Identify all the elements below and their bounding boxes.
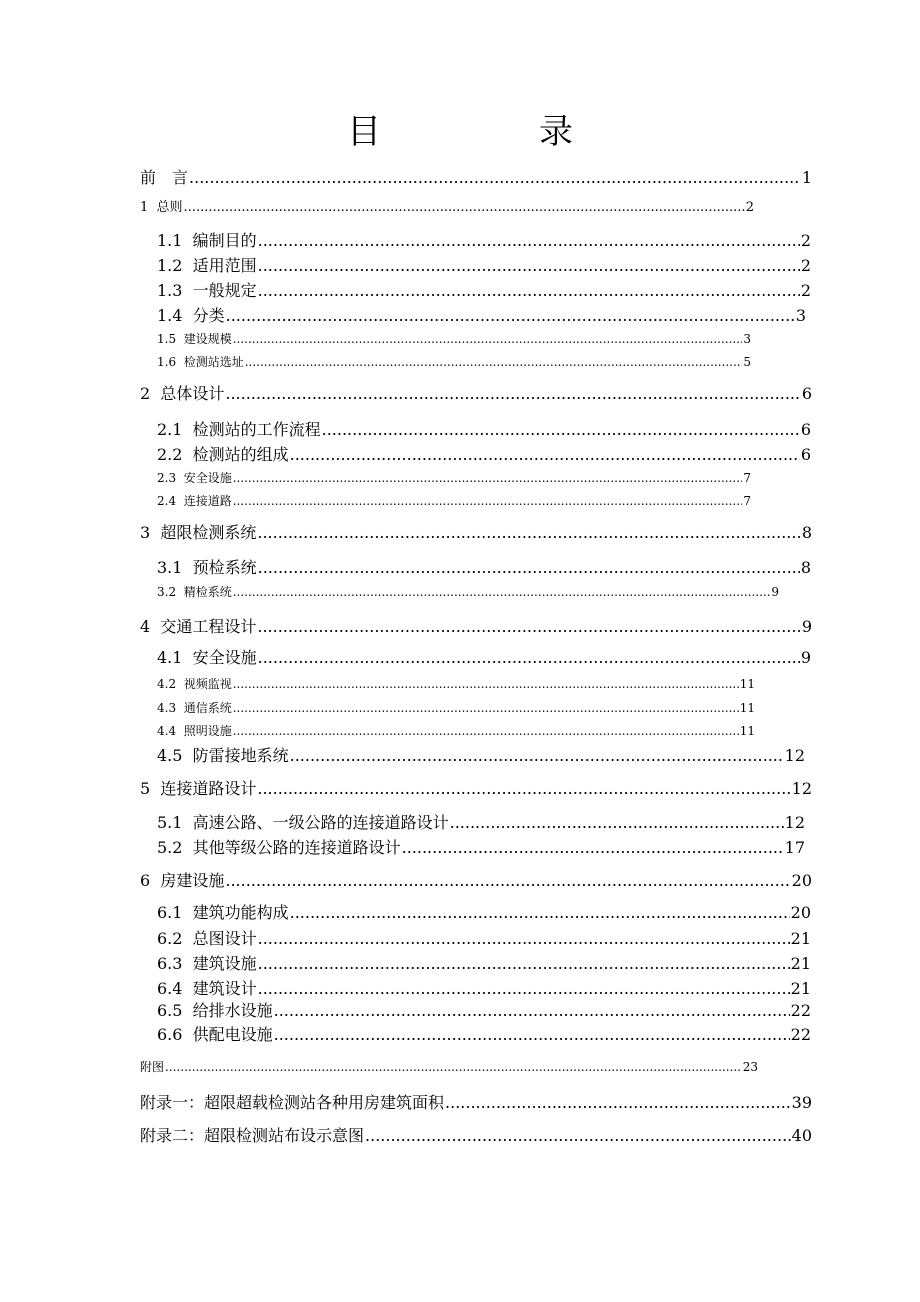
toc-entry[interactable] <box>157 815 805 831</box>
toc-entry[interactable] <box>140 1128 812 1144</box>
toc-entry-label: 1.5 建设规模 <box>157 332 232 346</box>
toc-entry-page: 6 <box>801 384 812 403</box>
toc-entry[interactable] <box>140 386 812 402</box>
toc-entry[interactable] <box>140 1095 812 1111</box>
toc-entry-label: 1.4 分类 <box>157 306 225 325</box>
toc-leader <box>258 981 790 997</box>
toc-leader <box>258 283 800 299</box>
toc-entry-label: 1 总则 <box>140 200 183 215</box>
toc-entry-label: 1.1 编制目的 <box>157 231 257 250</box>
toc-entry-page: 40 <box>791 1126 812 1145</box>
toc-leader <box>258 650 800 666</box>
toc-leader <box>184 201 745 214</box>
toc-entry-label: 附图 <box>140 1060 165 1074</box>
toc-entry[interactable] <box>157 308 806 324</box>
toc-entry-page: 9 <box>771 585 779 599</box>
toc-entry[interactable] <box>157 1003 811 1019</box>
toc-entry-page: 2 <box>800 256 811 275</box>
toc-entry[interactable] <box>157 560 811 576</box>
toc-entry-page: 2 <box>745 200 754 215</box>
toc-entry-label: 4.1 安全设施 <box>157 648 257 667</box>
toc-leader <box>233 472 743 484</box>
toc-entry-page: 39 <box>791 1093 812 1112</box>
toc-leader <box>233 678 739 690</box>
toc-entry-page: 2 <box>800 231 811 250</box>
toc-entry-page: 22 <box>790 1001 811 1020</box>
toc-entry-label: 5.1 高速公路、一级公路的连接道路设计 <box>157 813 449 832</box>
toc-entry-label: 前 言 <box>140 168 189 187</box>
toc-entry-page: 3 <box>743 332 751 346</box>
toc-leader <box>233 333 743 345</box>
toc-entry[interactable] <box>157 472 751 484</box>
toc-entry[interactable] <box>140 1061 758 1073</box>
toc-leader <box>257 781 790 797</box>
toc-entry[interactable] <box>157 586 779 598</box>
toc-entry-page: 11 <box>739 701 755 715</box>
toc-entry[interactable] <box>157 650 811 666</box>
toc-entry[interactable] <box>140 619 812 635</box>
toc-leader <box>274 1027 790 1043</box>
toc-entry-label: 6 房建设施 <box>140 871 225 890</box>
toc-leader <box>290 748 784 764</box>
toc-entry-page: 12 <box>784 813 805 832</box>
toc-entry-page: 6 <box>800 445 811 464</box>
toc-entry-label: 6.3 建筑设施 <box>157 954 257 973</box>
toc-entry-page: 8 <box>800 558 811 577</box>
toc-leader <box>189 170 801 186</box>
toc-entry-label: 5.2 其他等级公路的连接道路设计 <box>157 838 401 857</box>
toc-entry[interactable] <box>157 422 811 438</box>
toc-leader <box>257 525 800 541</box>
toc-entry[interactable] <box>157 905 811 921</box>
toc-entry-page: 6 <box>800 420 811 439</box>
toc-entry-label: 2.1 检测站的工作流程 <box>157 420 321 439</box>
toc-entry-page: 12 <box>791 779 812 798</box>
toc-entry-page: 1 <box>801 168 812 187</box>
toc-entry-page: 23 <box>742 1060 758 1074</box>
toc-entry-label: 4.2 视频监视 <box>157 677 232 691</box>
toc-entry-label: 3.2 精检系统 <box>157 585 232 599</box>
toc-entry[interactable] <box>157 233 811 249</box>
toc-title: 目 录 <box>347 112 635 152</box>
toc-entry[interactable] <box>157 283 811 299</box>
toc-leader <box>450 815 784 831</box>
toc-leader <box>290 905 790 921</box>
toc-entry-page: 21 <box>790 954 811 973</box>
toc-entry[interactable] <box>140 781 812 797</box>
toc-entry[interactable] <box>157 931 811 947</box>
toc-leader <box>258 560 800 576</box>
toc-leader <box>402 840 784 856</box>
toc-leader <box>258 233 800 249</box>
toc-leader <box>445 1095 791 1111</box>
toc-entry-label: 附录一：超限超载检测站各种用房建筑面积 <box>140 1093 445 1112</box>
toc-entry[interactable] <box>157 495 751 507</box>
toc-entry-page: 22 <box>790 1025 811 1044</box>
toc-entry-page: 17 <box>784 838 805 857</box>
toc-entry-label: 2.2 检测站的组成 <box>157 445 289 464</box>
toc-leader <box>274 1003 790 1019</box>
toc-entry-label: 附录二：超限检测站布设示意图 <box>140 1126 365 1145</box>
toc-leader <box>322 422 800 438</box>
toc-entry[interactable] <box>157 356 751 368</box>
toc-entry[interactable] <box>157 258 811 274</box>
toc-leader <box>233 586 771 598</box>
toc-leader <box>225 386 800 402</box>
toc-entry-page: 3 <box>795 306 806 325</box>
toc-leader <box>257 619 800 635</box>
toc-entry[interactable] <box>157 1027 811 1043</box>
toc-entry-label: 6.2 总图设计 <box>157 929 257 948</box>
toc-entry[interactable] <box>157 956 811 972</box>
toc-entry-label: 4.5 防雷接地系统 <box>157 746 289 765</box>
toc-entry-page: 8 <box>801 523 812 542</box>
toc-entry[interactable] <box>140 525 812 541</box>
toc-entry-label: 5 连接道路设计 <box>140 779 257 798</box>
toc-entry[interactable] <box>157 333 751 345</box>
toc-entry[interactable] <box>157 748 805 764</box>
toc-entry-page: 7 <box>743 494 751 508</box>
toc-leader <box>233 725 739 737</box>
toc-entry-label: 4.3 通信系统 <box>157 701 232 715</box>
toc-entry-label: 3 超限检测系统 <box>140 523 257 542</box>
toc-entry[interactable] <box>157 725 755 737</box>
toc-leader <box>258 258 800 274</box>
toc-entry-label: 1.3 一般规定 <box>157 281 257 300</box>
toc-entry-page: 12 <box>784 746 805 765</box>
toc-leader <box>233 495 743 507</box>
toc-entry-label: 2 总体设计 <box>140 384 225 403</box>
toc-entry-page: 21 <box>790 929 811 948</box>
toc-entry-label: 4.4 照明设施 <box>157 724 232 738</box>
toc-entry-page: 9 <box>800 648 811 667</box>
toc-entry-label: 6.5 给排水设施 <box>157 1001 273 1020</box>
toc-leader <box>258 956 790 972</box>
toc-entry-label: 6.6 供配电设施 <box>157 1025 273 1044</box>
toc-entry[interactable] <box>157 840 805 856</box>
toc-leader <box>290 447 800 463</box>
toc-entry[interactable] <box>140 201 754 214</box>
toc-entry-label: 2.4 连接道路 <box>157 494 232 508</box>
toc-leader <box>225 873 790 889</box>
toc-leader <box>233 702 739 714</box>
toc-entry-page: 11 <box>739 677 755 691</box>
toc-entry-label: 6.4 建筑设计 <box>157 979 257 998</box>
toc-leader <box>365 1128 791 1144</box>
toc-entry-label: 2.3 安全设施 <box>157 471 232 485</box>
toc-entry-page: 9 <box>801 617 812 636</box>
toc-leader <box>165 1061 742 1073</box>
toc-entry[interactable] <box>157 678 755 690</box>
toc-entry-label: 4 交通工程设计 <box>140 617 257 636</box>
toc-entry-page: 2 <box>800 281 811 300</box>
toc-entry[interactable] <box>157 447 811 463</box>
toc-entry-page: 11 <box>739 724 755 738</box>
toc-entry-label: 3.1 预检系统 <box>157 558 257 577</box>
toc-entry-label: 1.2 适用范围 <box>157 256 257 275</box>
toc-entry-page: 20 <box>791 871 812 890</box>
toc-entry-page: 7 <box>743 471 751 485</box>
toc-leader <box>226 308 795 324</box>
toc-entry-label: 6.1 建筑功能构成 <box>157 903 289 922</box>
toc-entry[interactable] <box>157 702 755 714</box>
toc-entry-page: 5 <box>743 355 751 369</box>
toc-leader <box>258 931 790 947</box>
toc-entry-label: 1.6 检测站选址 <box>157 355 244 369</box>
toc-entry[interactable] <box>140 170 812 186</box>
toc-entry-page: 21 <box>790 979 811 998</box>
toc-entry-page: 20 <box>790 903 811 922</box>
toc-entry[interactable] <box>157 981 811 997</box>
toc-leader <box>245 356 743 368</box>
toc-entry[interactable] <box>140 873 812 889</box>
